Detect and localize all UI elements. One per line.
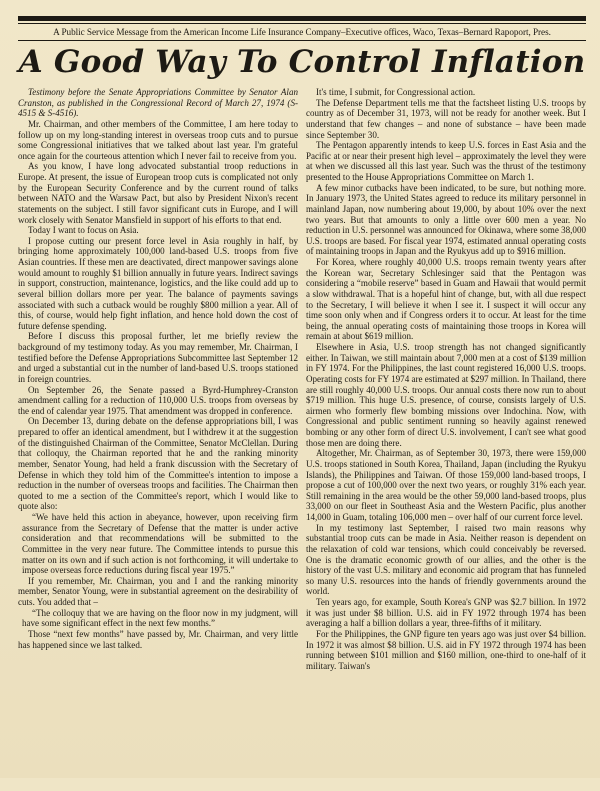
paragraph: Mr. Chairman, and other members of the Committee, I am here today to follow up on my long-standing interest in overseas troop cuts and to pursue some Congressional initiatives that we talked about last year. I'm grateful once again for the courteous attention which I never fail to receive from you. bbox=[18, 118, 298, 161]
right-column bbox=[306, 87, 586, 791]
paragraph: On December 13, during debate on the defense appropriations bill, I was prepared to offer an identical amendment, but I withdrew it at the suggestion of the distinguished Chairman of the Committee, Senator McClellan. During that colloquy, the Chairman reported that he and the ranking minority member, Senator Young, had held a frank discussion with the Secretary of Defense in which they told him of the Committee's intention to impose a reduction in the number of overseas troops and facilities. The Chairman then quoted to me a section of the Committee's report, which I would like to quote also: bbox=[18, 416, 298, 512]
paragraph: “The colloquy that we are having on the floor now in my judgment, will have some significant effect in the next few months.” bbox=[22, 607, 298, 629]
top-thick-rule bbox=[18, 16, 586, 21]
paragraph: Those “next few months” have passed by, Mr. Chairman, and very little has happened since we last talked. bbox=[18, 628, 298, 650]
paragraph: Before I discuss this proposal further, let me briefly review the background of my testimony today. As you may remember, Mr. Chairman, I testified before the Defense Appropriations Subcommittee last September 12 and urged a substantial cut in the number of land-based U.S. troops stationed in foreign countries. bbox=[18, 331, 298, 384]
paragraph: For Korea, where roughly 40,000 U.S. troops remain twenty years after the Korean war, Secretary Schlesinger said that the Pentagon was considering a “mobile reserve” based in Guam and Hawaii that would permit a slow withdrawal. That is a hopeful hint of change, but, with all due respect to the Secretary, I will believe it when I see it. I suspect it will occur any time soon only when and if Congress orders it to occur. At least for the time being, the annual operating costs of maintaining those troops in Korea will remain at about $619 million. bbox=[306, 257, 586, 342]
paragraph: The Pentagon apparently intends to keep U.S. forces in East Asia and the Pacific at or near their present high level – approximately the level they were at when we discussed all this last year. Such was the thrust of the testimony presented to the House Appropriations Committee on March 1. bbox=[306, 140, 586, 182]
paragraph: A few minor cutbacks have been indicated, to be sure, but nothing more. In January 1973, the United States agreed to reduce its military personnel in mainland Japan, now numbering about 19,000, by about 10% over the next two years. But that amounts to only a little over 600 men a year. No reduction in U.S. personnel was announced for Okinawa, where some 38,000 U.S. troops are based. For fiscal year 1974, estimated annual operating costs of maintaining troops in Japan and the Ryukyus add up to $916 million. bbox=[306, 182, 586, 257]
paragraph: As you know, I have long advocated substantial troop reductions in Europe. At present, the issue of European troop cuts is complicated not only by the European Security Conference and by the current round of talks between NATO and the Warsaw Pact, but also by President Nixon's recent statements on the subject. I still favor significant cuts in Europe, and I will work closely with Senator Mansfield in support of his efforts to that end. bbox=[18, 161, 298, 225]
paragraph: If you remember, Mr. Chairman, you and I and the ranking minority member, Senator Young, were in substantial agreement on the desirability of cuts. You added that – bbox=[18, 575, 298, 607]
paragraph: The Defense Department tells me that the factsheet listing U.S. troops by country as of December 31, 1973, will not be ready for another week. But I understand that few changes – and none of substance – have been made since September 30. bbox=[306, 97, 586, 140]
paragraph: I propose cutting our present force level in Asia roughly in half, by bringing home approximately 100,000 land-based U.S. troops from five Asian countries. If these men are deactivated, direct manpower savings alone would amount to roughly $1 billion annually in future years. Indirect savings in support, construction, maintenance, logistics, and the like could add up to several billion dollars more per year. The balance of payments savings associated with such a cutback would be roughly $800 million a year. All of this, of course, would help fight inflation, and hence hold down the cost of future defense spending. bbox=[18, 235, 298, 331]
paragraph: In my testimony last September, I raised two main reasons why substantial troop cuts can be made in Asia. Neither reason is dependent on the relaxation of cold war tensions, which could conceivably be reversed. One is the dramatic economic growth of our allies, and the other is the history of the vast U.S. military and economic aid program that has funneled so many U.S. resources into the hands of friendly governments around the world. bbox=[306, 522, 586, 597]
paragraph: Today I want to focus on Asia. bbox=[28, 225, 139, 236]
paragraph: “We have held this action in abeyance, however, upon receiving firm assurance from the Secretary of Defense that the matter is under active consideration and that recommendations will be submitted to the Committee in the very near future. The Committee intends to pursue this matter on its own and if such action is not forthcoming, it will undertake to impose overseas force reductions during fiscal year 1975.” bbox=[22, 512, 298, 576]
article-body bbox=[18, 87, 586, 791]
public-service-banner: A Public Service Message from the American Income Life Insurance Company–Executive offices, Waco, Texas–Bernard Rapoport, Pres. bbox=[53, 27, 551, 37]
paragraph: Ten years ago, for example, South Korea's GNP was $2.7 billion. In 1972 it was just under $8 billion. U.S. aid in FY 1972 through 1974 has been averaging a half a billion dollars a year, three-fifths of it military. bbox=[306, 597, 586, 629]
paragraph: Testimony before the Senate Appropriations Committee by Senator Alan Cranston, as published in the Congressional Record of March 27, 1974 (S-4515 & S-4516). bbox=[18, 87, 298, 119]
paragraph: It's time, I submit, for Congressional action. bbox=[316, 87, 476, 97]
paragraph: For the Philippines, the GNP figure ten years ago was just over $4 billion. In 1972 it was almost $8 billion. U.S. aid in FY 1972 through 1974 has been running between $101 million and $160 million, one-third to one-half of it military. Taiwan's bbox=[306, 628, 586, 671]
paragraph: Elsewhere in Asia, U.S. troop strength has not changed significantly either. In Taiwan, we still maintain about 7,000 men at a cost of $139 million in FY 1974. For the Philippines, the last count registered 16,000 U.S. troops. Operating costs for FY 1974 are estimated at $297 million. In Thailand, there are still roughly 40,000 U.S. troops. Our annual costs there now run to about $719 million. This huge U.S. presence, of course, consists largely of U.S. airmen who formerly flew bombing missions over Indochina. Now, with Congressional and public sentiment running so heavily against renewed bombing or any other form of direct U.S. involvement, I can't see what good those men are doing there. bbox=[306, 342, 586, 448]
paragraph: Altogether, Mr. Chairman, as of September 30, 1973, there were 159,000 U.S. troops stationed in South Korea, Thailand, Japan (including the Ryukyu Islands), the Philippines and Taiwan. Of those 159,000 land-based troops, I propose a cut of 100,000 over the next two years, or roughly 31% each year. Still remaining in the area would be the other 59,000 land-based troops, plus 33,000 on our fleet in Southeast Asia and the Western Pacific, plus another 14,000 in Guam, totaling 106,000 men – over half of our current force level. bbox=[306, 448, 586, 522]
banner-bottom-rule bbox=[18, 40, 586, 41]
left-column bbox=[18, 87, 298, 791]
paragraph: On September 26, the Senate passed a Byrd-Humphrey-Cranston amendment calling for a reduction of 110,000 U.S. troops from overseas by the end of calendar year 1975. That amendment was dropped in conference. bbox=[18, 384, 298, 416]
headline: A Good Way To Control Inflation bbox=[18, 44, 586, 80]
